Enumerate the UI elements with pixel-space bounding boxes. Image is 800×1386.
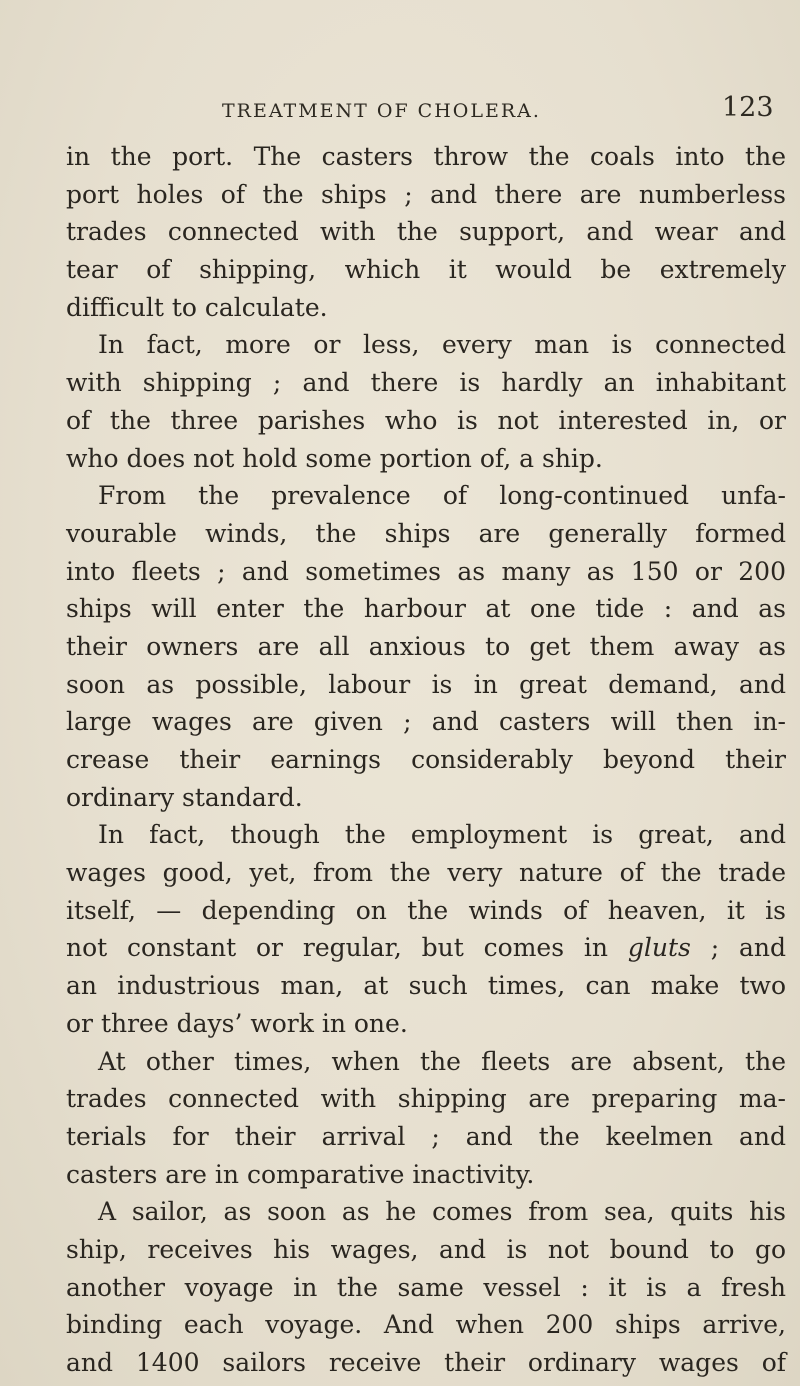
text-line: difficult to calculate. [66, 292, 328, 322]
text-line: crease their earnings considerably beyond their [66, 745, 786, 774]
text-line: tear of shipping, which it would be extremely [66, 255, 786, 285]
text-line: and 1400 sailors receive their ordinary wages of [66, 1348, 786, 1377]
text-line: or three days’ work in one. [66, 1008, 408, 1038]
text-line: wages good, yet, from the very nature of the trade [66, 858, 786, 888]
text-line: who does not hold some portion of, a ship. [66, 443, 603, 473]
page-number: 123 [722, 92, 774, 123]
text-line: ship, receives his wages, and is not bound to go [66, 1234, 786, 1264]
text-line: with shipping ; and there is hardly an inhabitant [66, 368, 786, 398]
text-line: port holes of the ships ; and there are numberless [66, 179, 786, 209]
text-line: In fact, though the employment is great, and [98, 820, 786, 850]
text-line: trades connected with the support, and wear and [66, 217, 786, 247]
text-line: terials for their arrival ; and the keelmen and [66, 1121, 786, 1151]
text-line: ships will enter the harbour at one tide : and as [66, 594, 786, 624]
text-line: their owners are all anxious to get them away as [66, 631, 786, 661]
text-line: At other times, when the fleets are absent, the [98, 1046, 786, 1076]
text-line: casters are in comparative inactivity. [66, 1159, 535, 1189]
text-line: large wages are given ; and casters will then in- [66, 707, 786, 737]
text-line: vourable winds, the ships are generally formed [66, 518, 786, 548]
text-line: another voyage in the same vessel : it is a fresh [66, 1272, 786, 1302]
text-line: itself, — depending on the winds of heaven, it is [66, 895, 786, 925]
text-line: ordinary standard. [66, 782, 303, 812]
text-line: trades connected with shipping are preparing ma- [66, 1084, 786, 1114]
text-line: not constant or regular, but comes in gluts ; and [66, 933, 786, 963]
text-line: A sailor, as soon as he comes from sea, quits his [98, 1197, 786, 1227]
text-line: in the port. The casters throw the coals into the [66, 142, 786, 171]
text-line: In fact, more or less, every man is connected [98, 330, 786, 360]
text-line: of the three parishes who is not interested in, or [66, 405, 786, 435]
text-line: into fleets ; and sometimes as many as 150 or 200 [66, 556, 786, 586]
text-line: an industrious man, at such times, can make two [66, 971, 786, 1001]
running-title: TREATMENT OF CHOLERA. [222, 100, 541, 122]
text-line: soon as possible, labour is in great demand, and [66, 669, 786, 699]
text-line: From the prevalence of long-continued unfa- [98, 481, 786, 511]
text-line: binding each voyage. And when 200 ships arrive, [66, 1310, 786, 1340]
body-text [66, 138, 786, 1382]
